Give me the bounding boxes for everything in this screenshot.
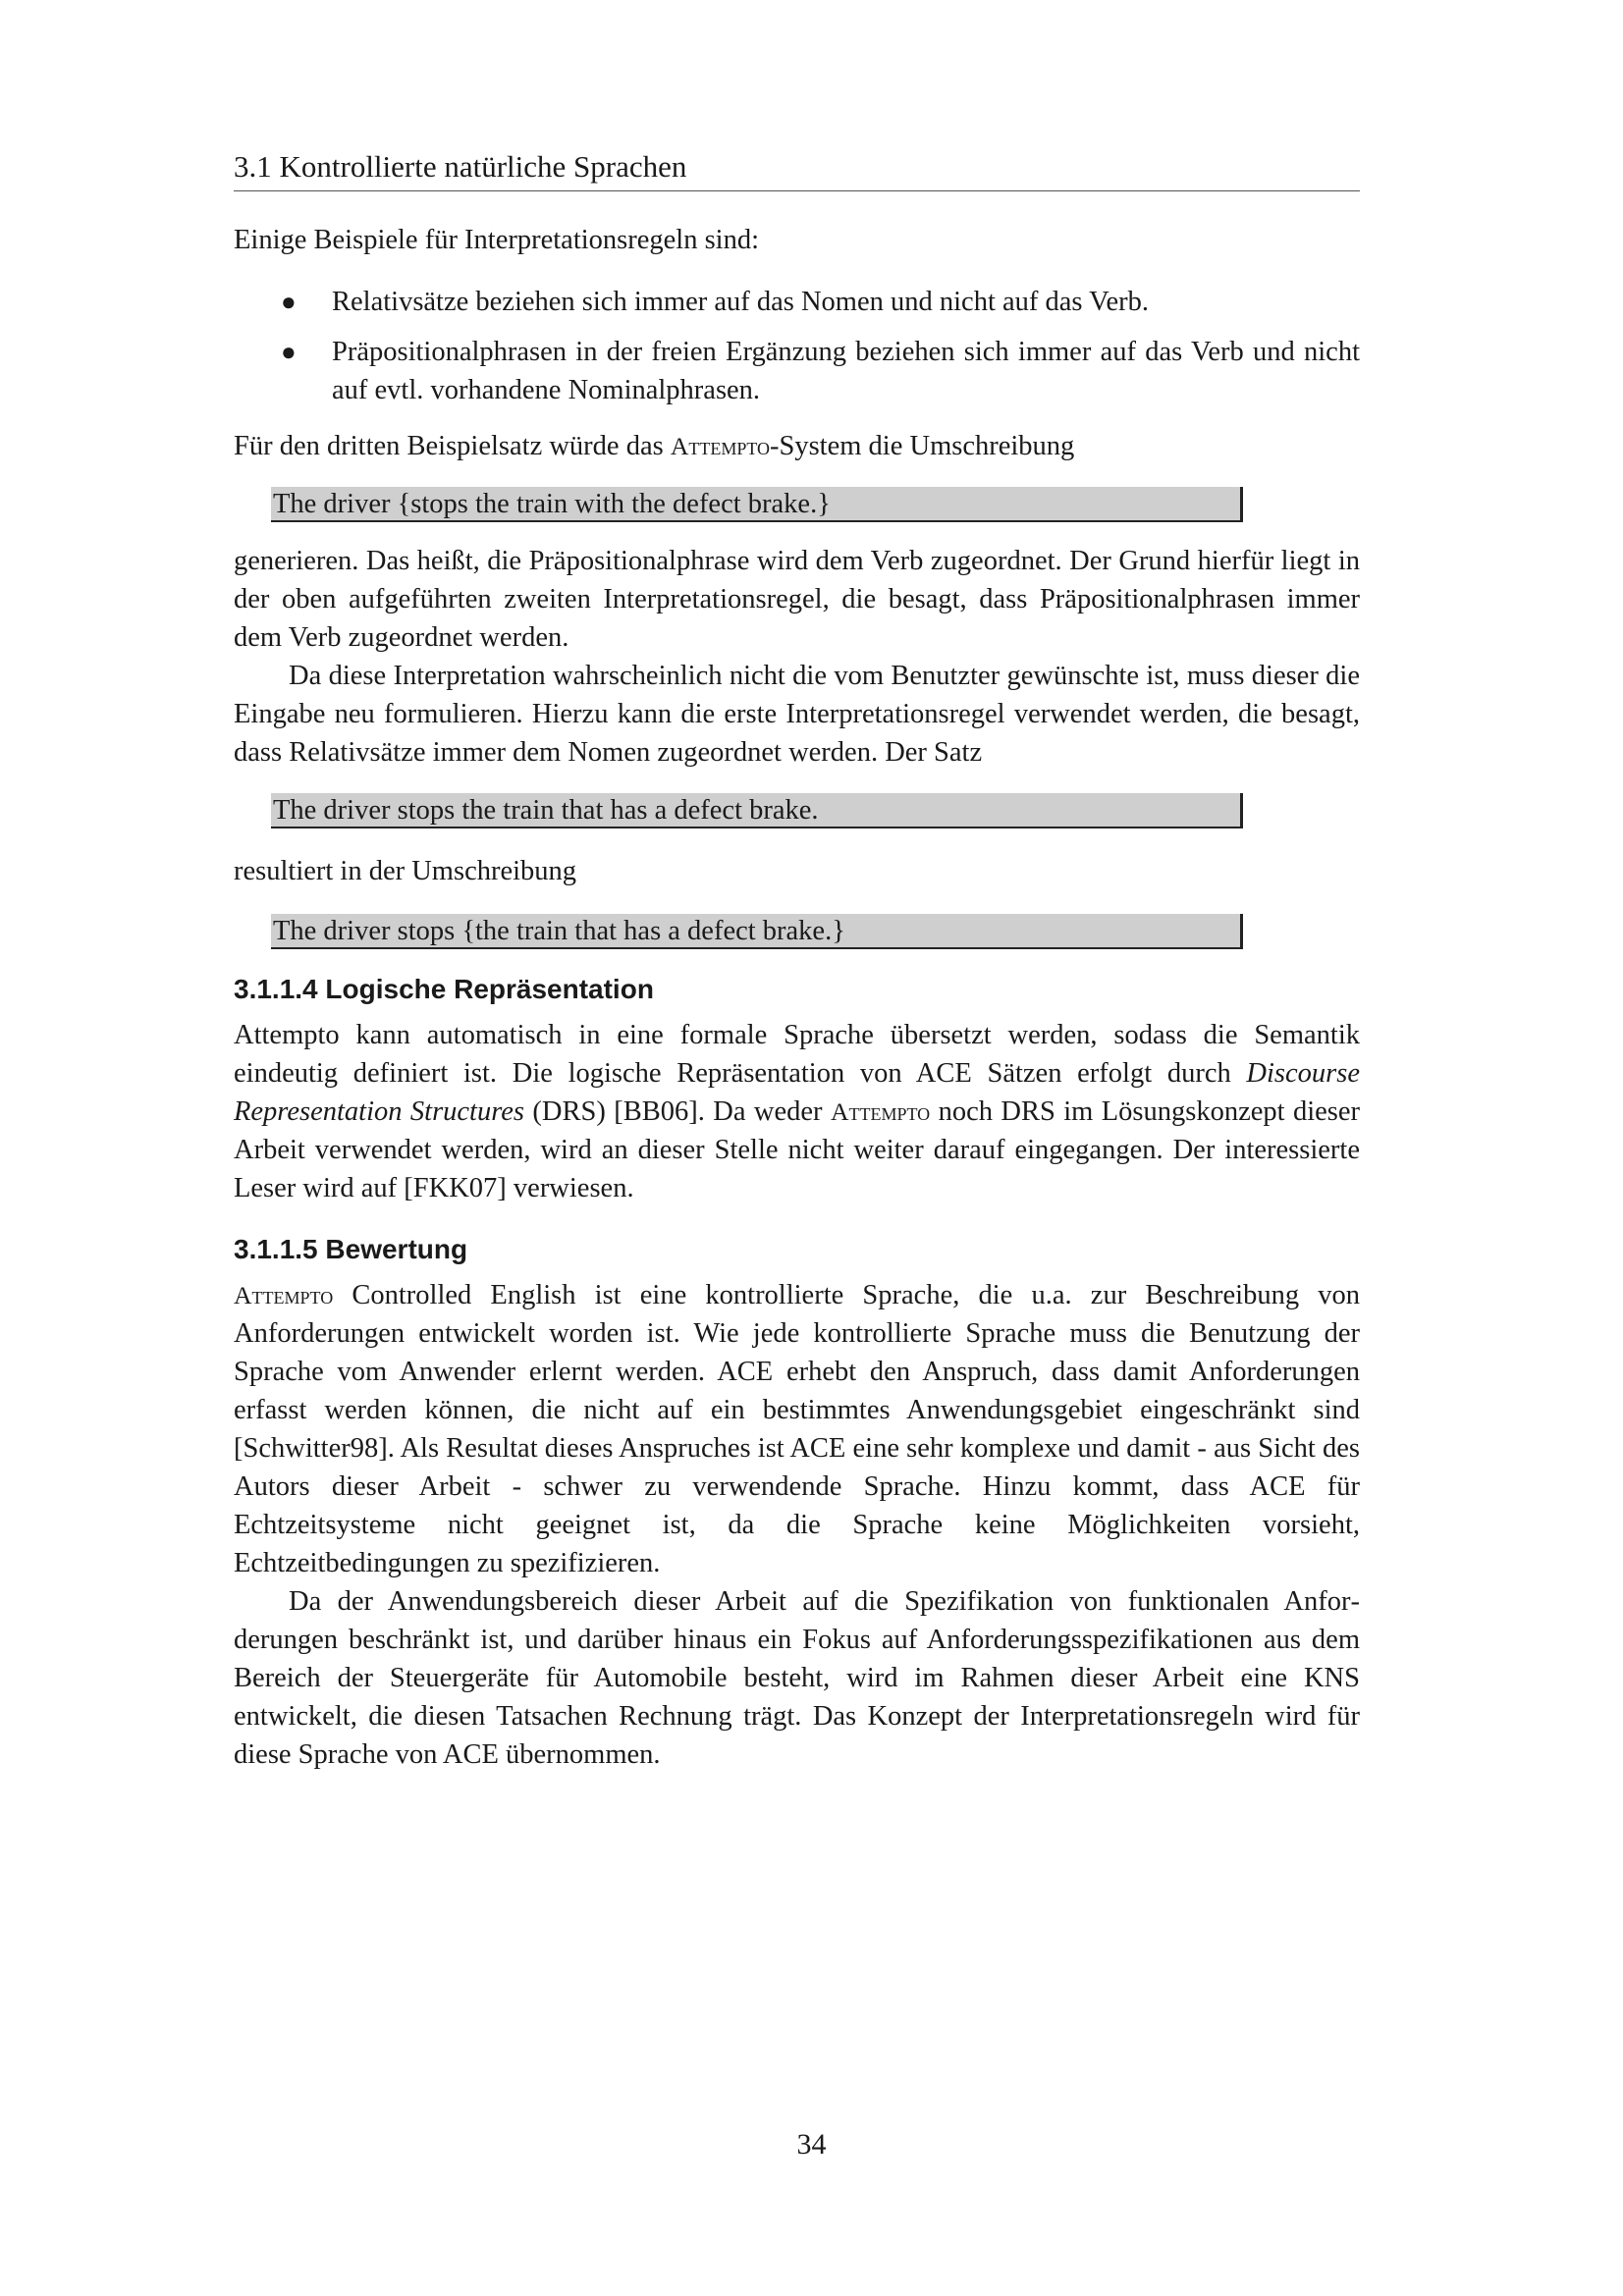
example-box-2: The driver stops the train that has a defect brake.	[271, 793, 1243, 828]
attempto-name: Attempto	[670, 432, 770, 460]
result-paragraph: resultiert in der Umschreibung	[234, 856, 577, 886]
drs-term: Discourse Representation Structures	[234, 1058, 1360, 1127]
attempto-name: Attempto	[830, 1097, 931, 1126]
running-header: 3.1 Kontrollierte natürliche Sprachen	[234, 147, 1360, 191]
page-body	[234, 147, 1360, 1774]
heading-logical-representation: 3.1.1.4 Logische Repräsentation	[234, 974, 654, 1004]
bullet-icon: ●	[281, 338, 297, 366]
example-box-1: The driver {stops the train with the defect brake.}	[271, 487, 1243, 522]
generate-paragraph: generieren. Das heißt, die Präpositionalphrase wird dem Verb zugeordnet. Der Grund hierfür liegt in der oben aufgeführten zweiten Interpretationsregel, die besagt, dass Präpositionalphrasen immer dem Verb zugeordnet werden.	[234, 546, 1360, 653]
list-item	[234, 283, 1360, 321]
evaluation-paragraph-1: Attempto Controlled English ist eine kontrollierte Sprache, die u.a. zur Beschreibung von Anforderungen entwickelt worden ist. Wie jede kontrollierte Sprache muss die Benutzung der Sprache vom Anwender erlernt werden. ACE erhebt den Anspruch, dass damit Anforderungen erfasst werden können, die nicht auf ein bestimmtes Anwendungsgebiet eingeschränkt sind [Schwitter98]. Als Resultat dieses Anspruches ist ACE eine sehr komplexe und damit - aus Sicht des Autors dieser Arbeit - schwer zu verwendende Sprache. Hinzu kommt, dass ACE für Echtzeitsysteme nicht geeignet ist, da die Sprache keine Möglichkeiten vorsieht, Echtzeitbedingungen zu spezifizieren.	[234, 1280, 1360, 1578]
intro-paragraph: Einige Beispiele für Interpretationsregeln sind:	[234, 225, 760, 255]
example-box-3: The driver stops {the train that has a defect brake.}	[271, 914, 1243, 949]
rule-text: Relativsätze beziehen sich immer auf das Nomen und nicht auf das Verb.	[332, 287, 1150, 317]
logic-paragraph: Attempto kann automatisch in eine formale Sprache übersetzt werden, sodass die Semantik eindeutig definiert ist. Die logische Repräsentation von ACE Sätzen erfolgt durch Discourse Representation Structures (DRS) [BB06]. Da weder Attempto noch DRS im Lösungskonzept dieser Arbeit verwendet werden, wird an dieser Stelle nicht weiter darauf eingegangen. Der interessierte Leser wird auf [FKK07] verwiesen.	[234, 1020, 1360, 1203]
page-number: 34	[796, 2128, 827, 2161]
interpretation-rules-list	[234, 283, 1360, 409]
example-intro-paragraph: Für den dritten Beispielsatz würde das Attempto-System die Umschreibung	[234, 431, 1075, 461]
bullet-icon: ●	[281, 288, 297, 316]
attempto-name: Attempto	[234, 1281, 334, 1309]
evaluation-paragraph-2: Da der Anwendungsbereich dieser Arbeit auf die Spezifikation von funktionalen Anforderungen beschränkt ist, und darüber hinaus ein Fokus auf Anforderungsspezifikationen aus dem Bereich der Steuergeräte für Automobile besteht, wird im Rahmen dieser Arbeit eine KNS entwickelt, die diesen Tatsachen Rechnung trägt. Das Konzept der Interpretationsregeln wird für diese Sprache von ACE übernommen.	[234, 1586, 1360, 1770]
list-item	[234, 333, 1360, 409]
rule-text: Präpositionalphrasen in der freien Ergänzung beziehen sich immer auf das Verb und nicht auf evtl. vorhandene Nominalphrasen.	[332, 337, 1360, 405]
heading-evaluation: 3.1.1.5 Bewertung	[234, 1234, 468, 1264]
reformulate-paragraph: Da diese Interpretation wahrscheinlich nicht die vom Benutzter gewünschte ist, muss dieser die Eingabe neu formulieren. Hierzu kann die erste Interpretationsregel verwendet werden, die besagt, dass Relativsätze immer dem Nomen zugeordnet werden. Der Satz	[234, 661, 1360, 768]
